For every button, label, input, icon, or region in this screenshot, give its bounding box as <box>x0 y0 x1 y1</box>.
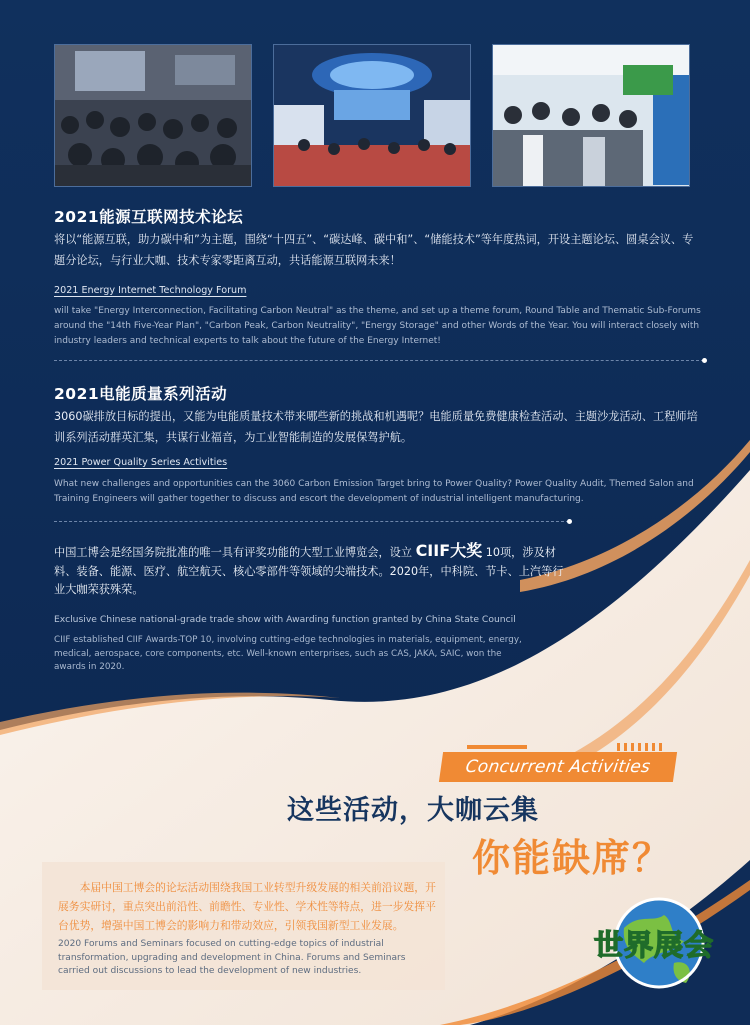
photo-booth-visitors <box>492 44 690 187</box>
photo-exhibition-hall <box>273 44 471 187</box>
ciif-intro-text-cont: 10项，涉及材料、装备、能源、医疗、航空航天、核心零部件等领域的尖端技术。2020年，中科院、节卡、上汽等行业大咖荣获殊荣。 <box>54 546 564 596</box>
section1-title-en: 2021 Energy Internet Technology Forum <box>54 285 247 296</box>
ciif-intro-en-body: CIIF established CIIF Awards-TOP 10, involving cutting-edge technologies in materials, equipment, energy, medical, aerospace, core components, etc. Well-known enterprises, such as CAS, JAKA, SAIC, won the awards in 2020. <box>54 635 522 672</box>
world-expo-logo <box>594 893 744 1003</box>
section2-desc-en: What new challenges and opportunities can the 3060 Carbon Emission Target bring to Power Quality? Power Quality Audit, Themed Salon and Training Engineers will gather together to discuss and escort the development of industrial intelligent manufacturing. <box>54 479 694 504</box>
section1-title: 2021能源互联网技术论坛 <box>54 208 244 226</box>
section1-desc-cn: 将以“能源互联，助力碳中和”为主题，围绕“十四五”、“碳达峰、碳中和”、“储能技术”等年度热词，开设主题论坛、圆桌会议、专题分论坛，与行业大咖、技术专家零距离互动，共话能源互联网未来！ <box>54 233 694 267</box>
forum-summary-cn: 本届中国工博会的论坛活动围绕我国工业转型升级发展的相关前沿议题，开展务实研讨，重点突出前沿性、前瞻性、专业性、学术性等特点，进一步发挥平台优势，增强中国工博会的影响力和带动效应，引领我国新型工业发展。 <box>58 881 436 932</box>
section2-title-en: 2021 Power Quality Series Activities <box>54 457 228 468</box>
concurrent-activities-badge: Concurrent Activities <box>439 752 677 782</box>
section2-desc-cn: 3060碳排放目标的提出，又能为电能质量技术带来哪些新的挑战和机遇呢？电能质量免费健康检查活动、主题沙龙活动、工程师培训系列活动群英汇集，共谋行业福音，为工业智能制造的发展保驾护航。 <box>54 410 698 444</box>
forum-summary-en: 2020 Forums and Seminars focused on cutting-edge topics of industrial transformation, upgrading and development in China. Forums and Seminars carried out discussions to lead the development of new industries. <box>58 939 406 976</box>
ciif-intro-cn <box>54 542 574 600</box>
section-divider <box>54 360 704 361</box>
section-divider <box>54 521 569 522</box>
logo-text: 世界展会 <box>594 928 715 962</box>
section1-desc-en: will take "Energy Interconnection, Facilitating Carbon Neutral" as the theme, and set up a theme forum, Round Table and Thematic Sub-Forums around the "14th Five-Year Plan", "Carbon Peak, Carbon Neutrality", "Energy Storage" and other Words of the Year. You will interact closely with industry leaders and technical experts to talk about the future of the Energy Internet! <box>54 306 701 346</box>
ciif-intro-en-headline: Exclusive Chinese national-grade trade show with Awarding function granted by China State Council <box>54 614 516 625</box>
section2-title: 2021电能质量系列活动 <box>54 385 228 403</box>
headline-primary: 这些活动，大咖云集 <box>287 795 539 826</box>
ciif-award-highlight: CIIF大奖 <box>415 541 483 560</box>
photo-forum-audience <box>54 44 252 187</box>
headline-secondary: 你能缺席？ <box>472 836 673 880</box>
ciif-intro-text: 中国工博会是经国务院批准的唯一具有评奖功能的大型工业博览会，设立 <box>54 546 416 559</box>
